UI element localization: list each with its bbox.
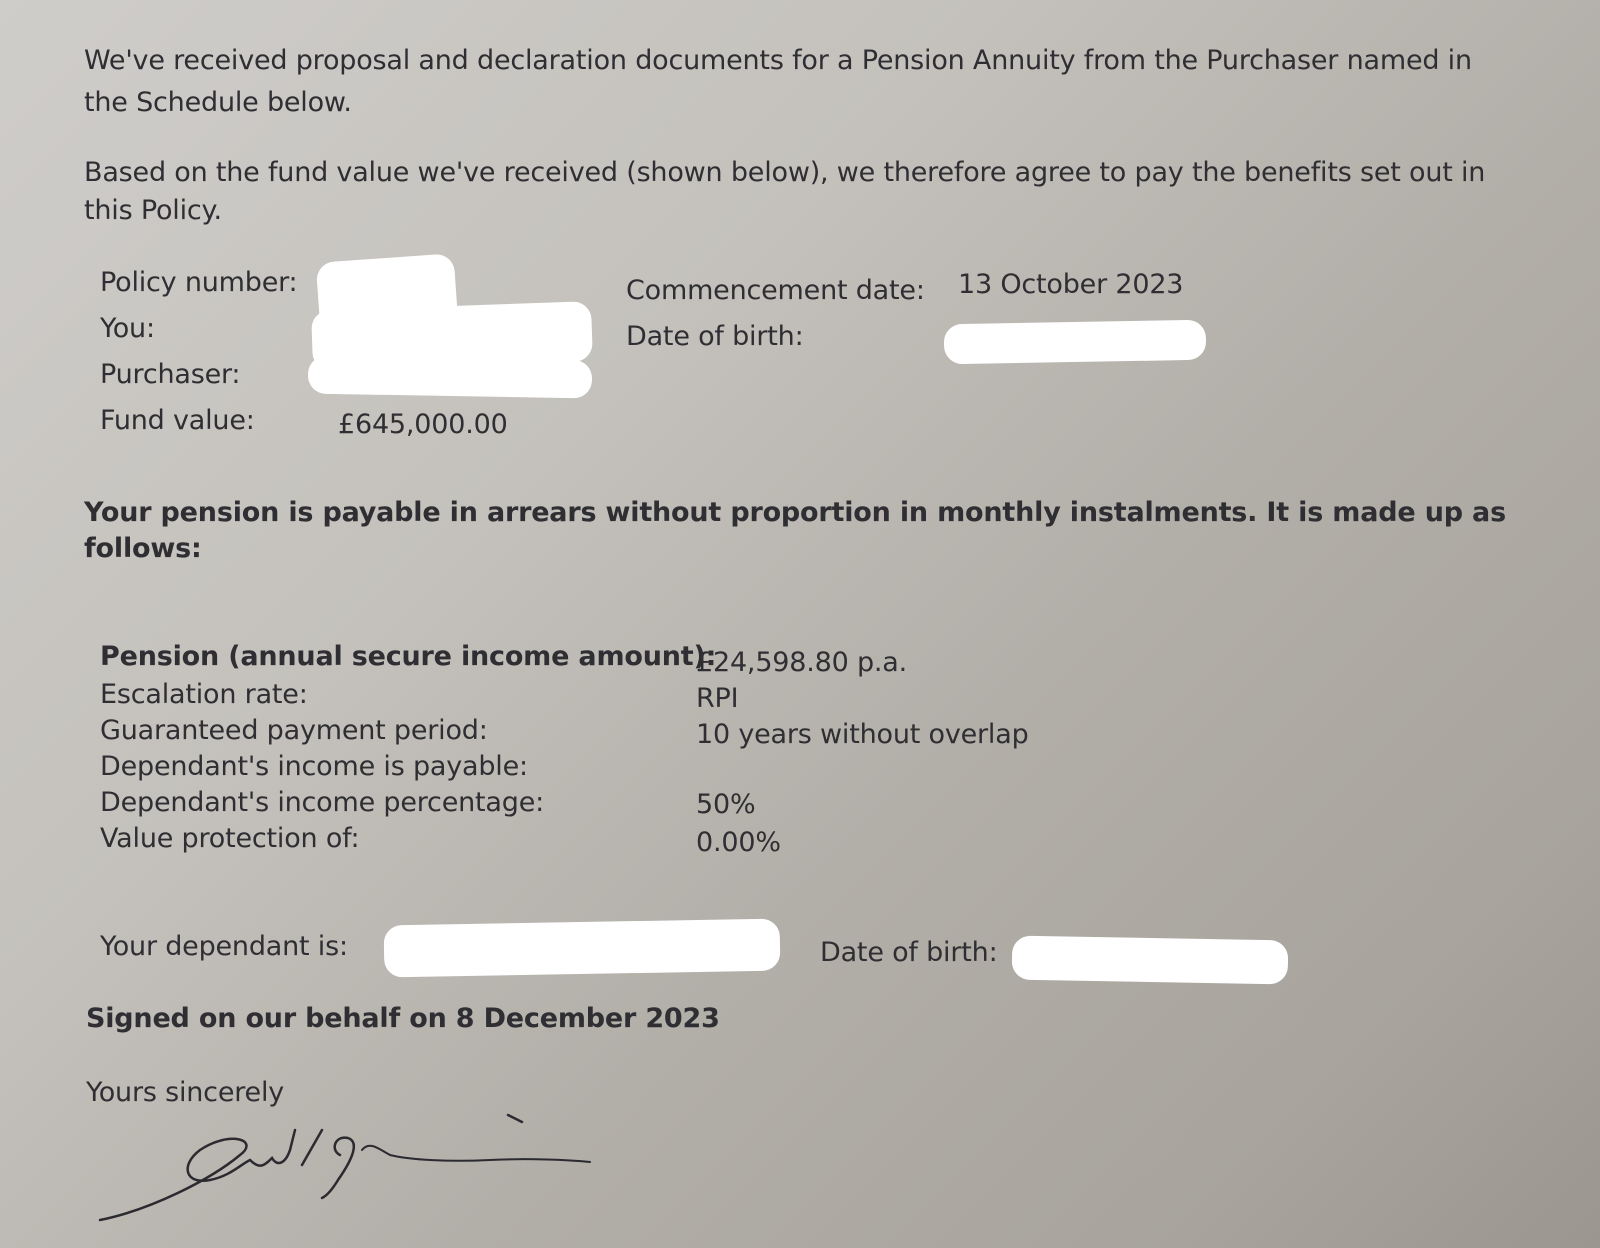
pension-value: £24,598.80 p.a. [696, 647, 908, 678]
signature-image [90, 1110, 610, 1230]
commencement-label: Commencement date: [626, 275, 925, 306]
intro-line-1: We've received proposal and declaration documents for a Pension Annuity from the Purchaser named in [84, 45, 1472, 76]
dependant-pct-value: 50% [696, 789, 756, 820]
intro-line-4: this Policy. [84, 195, 222, 226]
dependant-payable-label: Dependant's income is payable: [100, 751, 528, 782]
escalation-value: RPI [696, 683, 739, 714]
value-protection-value: 0.00% [696, 827, 781, 858]
intro-line-2: the Schedule below. [84, 87, 352, 118]
pension-label: Pension (annual secure income amount): [100, 641, 717, 672]
redaction-purchaser [308, 356, 593, 399]
redaction-dob [944, 320, 1207, 365]
intro-line-3: Based on the fund value we've received (shown below), we therefore agree to pay the benefits set out in [84, 157, 1486, 188]
dependant-pct-label: Dependant's income percentage: [100, 787, 544, 818]
payable-line-1: Your pension is payable in arrears without proportion in monthly instalments. It is made up as [84, 497, 1506, 528]
purchaser-label: Purchaser: [100, 359, 241, 390]
yours-sincerely: Yours sincerely [86, 1077, 285, 1108]
you-label: You: [100, 313, 155, 344]
redaction-dependant-dob [1012, 936, 1289, 985]
value-protection-label: Value protection of: [100, 823, 360, 854]
dependant-label: Your dependant is: [100, 931, 348, 962]
guaranteed-value: 10 years without overlap [696, 719, 1029, 750]
escalation-label: Escalation rate: [100, 679, 308, 710]
signed-date: Signed on our behalf on 8 December 2023 [86, 1003, 720, 1034]
fund-value: £645,000.00 [338, 409, 508, 440]
dependant-dob-label: Date of birth: [820, 937, 998, 968]
redaction-dependant-name [384, 919, 781, 978]
dob-label: Date of birth: [626, 321, 804, 352]
policy-number-label: Policy number: [100, 267, 298, 298]
payable-line-2: follows: [84, 533, 202, 564]
commencement-date: 13 October 2023 [958, 269, 1184, 300]
fund-value-label: Fund value: [100, 405, 255, 436]
guaranteed-label: Guaranteed payment period: [100, 715, 488, 746]
